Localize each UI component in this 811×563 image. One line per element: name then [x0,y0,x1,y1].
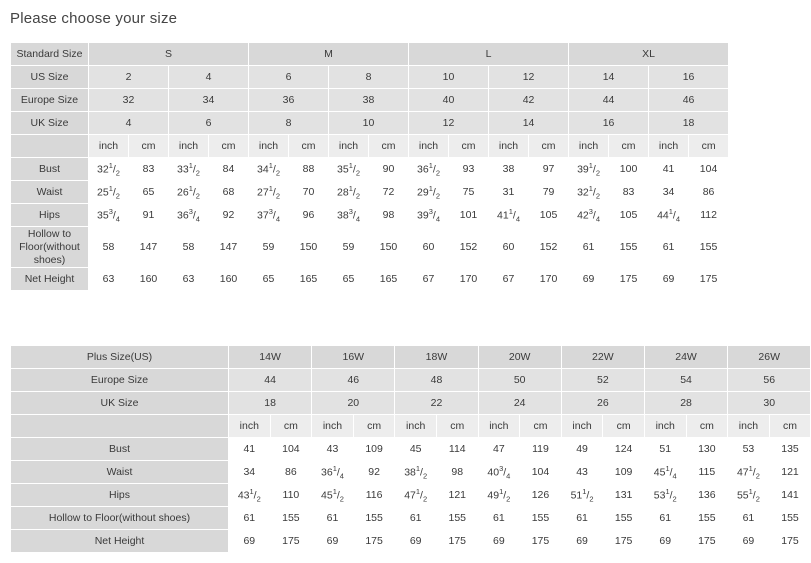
waist-cell: $47^1/_2$ [728,461,770,484]
waist-cell: 70 [289,181,329,204]
net-height-cell: 63 [169,268,209,291]
table-row [11,415,811,438]
hips-cell: 101 [449,204,489,227]
bust-cell: 83 [129,158,169,181]
us-size-cell: 14 [569,66,649,89]
waist-cell: $32^1/_2$ [569,181,609,204]
us-size-cell: 6 [249,66,329,89]
net-height-cell: 69 [728,530,770,553]
hollow-cell: 61 [229,507,271,530]
hips-cell: 105 [609,204,649,227]
uk-size-cell: 24 [478,392,561,415]
hollow-cell: 152 [449,227,489,268]
net-height-cell: 63 [89,268,129,291]
hips-cell: $51^1/_2$ [561,484,603,507]
europe-size-cell: 38 [329,89,409,112]
unit-cell: cm [369,135,409,158]
unit-cell: cm [769,415,811,438]
net-height-cell: 170 [449,268,489,291]
waist-cell: 72 [369,181,409,204]
net-height-cell: 170 [529,268,569,291]
hips-cell: $35^3/_4$ [89,204,129,227]
hollow-cell: 155 [520,507,562,530]
europe-size-cell: 50 [478,369,561,392]
net-height-cell: 67 [409,268,449,291]
plus-size-header: 20W [478,346,561,369]
bust-cell: 97 [529,158,569,181]
hips-cell: $37^3/_4$ [249,204,289,227]
unit-cell: cm [529,135,569,158]
table-row [11,438,811,461]
plus-size-header: 26W [728,346,811,369]
unit-cell: inch [312,415,354,438]
size-group-header: L [409,43,569,66]
europe-size-cell: 52 [561,369,644,392]
bust-cell: 49 [561,438,603,461]
row-label-waist: Waist [11,181,89,204]
size-group-header: XL [569,43,729,66]
unit-cell: inch [395,415,437,438]
hips-cell: 91 [129,204,169,227]
net-height-cell: 175 [353,530,395,553]
unit-cell: cm [289,135,329,158]
unit-cell: inch [489,135,529,158]
europe-size-cell: 46 [312,369,395,392]
hips-cell: 98 [369,204,409,227]
hollow-cell: 61 [649,227,689,268]
row-label-net-height: Net Height [11,268,89,291]
unit-cell: inch [329,135,369,158]
table-row [11,112,729,135]
plus-size-header: 24W [644,346,727,369]
waist-cell: $29^1/_2$ [409,181,449,204]
hollow-cell: 152 [529,227,569,268]
row-label-units [11,415,229,438]
waist-cell: 109 [603,461,645,484]
hollow-cell: 59 [329,227,369,268]
unit-cell: cm [686,415,728,438]
hollow-cell: 61 [569,227,609,268]
bust-cell: $32^1/_2$ [89,158,129,181]
uk-size-cell: 16 [569,112,649,135]
hips-cell: 105 [529,204,569,227]
hips-cell: $44^1/_4$ [649,204,689,227]
hips-cell: $53^1/_2$ [644,484,686,507]
row-label-uk-size: UK Size [11,392,229,415]
bust-cell: 100 [609,158,649,181]
uk-size-cell: 18 [649,112,729,135]
unit-cell: inch [169,135,209,158]
europe-size-cell: 42 [489,89,569,112]
waist-cell: 43 [561,461,603,484]
bust-cell: 84 [209,158,249,181]
row-label-us-size: US Size [11,66,89,89]
bust-cell: 53 [728,438,770,461]
net-height-cell: 175 [769,530,811,553]
table-row [11,507,811,530]
hollow-cell: 155 [270,507,312,530]
waist-cell: 121 [769,461,811,484]
waist-cell: 68 [209,181,249,204]
uk-size-cell: 28 [644,392,727,415]
uk-size-cell: 26 [561,392,644,415]
uk-size-cell: 6 [169,112,249,135]
waist-cell: 34 [649,181,689,204]
hips-cell: $43^1/_2$ [229,484,271,507]
net-height-cell: 175 [436,530,478,553]
bust-cell: 51 [644,438,686,461]
hollow-cell: 150 [369,227,409,268]
hollow-cell: 155 [769,507,811,530]
hips-cell: $45^1/_2$ [312,484,354,507]
table-row [11,158,729,181]
waist-cell: $28^1/_2$ [329,181,369,204]
europe-size-cell: 32 [89,89,169,112]
us-size-cell: 4 [169,66,249,89]
unit-cell: inch [728,415,770,438]
waist-cell: 104 [520,461,562,484]
waist-cell: 31 [489,181,529,204]
hips-cell: 131 [603,484,645,507]
waist-cell: $26^1/_2$ [169,181,209,204]
table-row [11,227,729,268]
net-height-cell: 69 [644,530,686,553]
plus-size-header: 16W [312,346,395,369]
row-label-plus-size: Plus Size(US) [11,346,229,369]
table-row [11,66,729,89]
table-row [11,268,729,291]
waist-cell: 83 [609,181,649,204]
bust-cell: 130 [686,438,728,461]
bust-cell: $35^1/_2$ [329,158,369,181]
hollow-cell: 58 [89,227,129,268]
unit-cell: inch [561,415,603,438]
net-height-cell: 69 [395,530,437,553]
unit-cell: cm [603,415,645,438]
europe-size-cell: 56 [728,369,811,392]
hips-cell: 116 [353,484,395,507]
table-row [11,181,729,204]
hollow-cell: 59 [249,227,289,268]
unit-cell: cm [449,135,489,158]
europe-size-cell: 36 [249,89,329,112]
waist-cell: $36^1/_4$ [312,461,354,484]
row-label-europe-size: Europe Size [11,89,89,112]
hips-cell: 96 [289,204,329,227]
waist-cell: 115 [686,461,728,484]
table-row [11,392,811,415]
waist-cell: 98 [436,461,478,484]
table-row [11,135,729,158]
hips-cell: $47^1/_2$ [395,484,437,507]
row-label-net-height: Net Height [11,530,229,553]
bust-cell: 47 [478,438,520,461]
unit-cell: cm [353,415,395,438]
size-group-header: M [249,43,409,66]
net-height-cell: 69 [229,530,271,553]
bust-cell: $39^1/_2$ [569,158,609,181]
hollow-cell: 61 [728,507,770,530]
us-size-cell: 8 [329,66,409,89]
bust-cell: 41 [649,158,689,181]
net-height-cell: 175 [603,530,645,553]
unit-cell: inch [89,135,129,158]
europe-size-cell: 44 [229,369,312,392]
plus-size-table [10,345,811,553]
europe-size-cell: 54 [644,369,727,392]
us-size-cell: 12 [489,66,569,89]
waist-cell: 65 [129,181,169,204]
hips-cell: 92 [209,204,249,227]
hollow-cell: 147 [129,227,169,268]
hollow-cell: 155 [603,507,645,530]
unit-cell: cm [436,415,478,438]
unit-cell: cm [270,415,312,438]
table-row [11,204,729,227]
bust-cell: 45 [395,438,437,461]
net-height-cell: 69 [312,530,354,553]
waist-cell: 92 [353,461,395,484]
hollow-cell: 150 [289,227,329,268]
plus-size-header: 18W [395,346,478,369]
bust-cell: 104 [689,158,729,181]
hollow-cell: 155 [353,507,395,530]
europe-size-cell: 40 [409,89,489,112]
hollow-cell: 61 [312,507,354,530]
bust-cell: $34^1/_2$ [249,158,289,181]
waist-cell: $25^1/_2$ [89,181,129,204]
unit-cell: cm [129,135,169,158]
uk-size-cell: 20 [312,392,395,415]
bust-cell: 38 [489,158,529,181]
row-label-waist: Waist [11,461,229,484]
net-height-cell: 65 [329,268,369,291]
row-label-uk-size: UK Size [11,112,89,135]
waist-cell: $27^1/_2$ [249,181,289,204]
bust-cell: $36^1/_2$ [409,158,449,181]
row-label-hips: Hips [11,484,229,507]
bust-cell: 104 [270,438,312,461]
row-label-bust: Bust [11,158,89,181]
hips-cell: 141 [769,484,811,507]
hips-cell: 126 [520,484,562,507]
hips-cell: $39^3/_4$ [409,204,449,227]
unit-cell: inch [569,135,609,158]
hips-cell: 110 [270,484,312,507]
row-label-standard-size: Standard Size [11,43,89,66]
bust-cell: 124 [603,438,645,461]
bust-cell: 43 [312,438,354,461]
row-label-europe-size: Europe Size [11,369,229,392]
unit-cell: inch [249,135,289,158]
uk-size-cell: 22 [395,392,478,415]
uk-size-cell: 8 [249,112,329,135]
waist-cell: $38^1/_2$ [395,461,437,484]
us-size-cell: 10 [409,66,489,89]
net-height-cell: 65 [249,268,289,291]
net-height-cell: 69 [561,530,603,553]
hips-cell: 112 [689,204,729,227]
unit-cell: cm [520,415,562,438]
size-group-header: S [89,43,249,66]
table-row [11,346,811,369]
hollow-cell: 61 [644,507,686,530]
net-height-cell: 160 [209,268,249,291]
page-title: Please choose your size [10,10,178,27]
net-height-cell: 69 [569,268,609,291]
hips-cell: $36^3/_4$ [169,204,209,227]
plus-size-header: 14W [229,346,312,369]
net-height-cell: 165 [289,268,329,291]
waist-cell: 86 [270,461,312,484]
hollow-cell: 147 [209,227,249,268]
net-height-cell: 160 [129,268,169,291]
uk-size-cell: 30 [728,392,811,415]
uk-size-cell: 12 [409,112,489,135]
table-row [11,369,811,392]
hips-cell: $42^3/_4$ [569,204,609,227]
waist-cell: 75 [449,181,489,204]
bust-cell: 93 [449,158,489,181]
net-height-cell: 165 [369,268,409,291]
net-height-cell: 175 [689,268,729,291]
uk-size-cell: 4 [89,112,169,135]
table-row [11,89,729,112]
hips-cell: $55^1/_2$ [728,484,770,507]
hollow-cell: 61 [561,507,603,530]
unit-cell: cm [209,135,249,158]
waist-cell: 79 [529,181,569,204]
bust-cell: 135 [769,438,811,461]
table-row [11,43,729,66]
hips-cell: $38^3/_4$ [329,204,369,227]
uk-size-cell: 10 [329,112,409,135]
bust-cell: 88 [289,158,329,181]
hollow-cell: 155 [436,507,478,530]
hollow-cell: 58 [169,227,209,268]
hollow-cell: 61 [478,507,520,530]
unit-cell: inch [409,135,449,158]
hollow-cell: 155 [609,227,649,268]
unit-cell: inch [229,415,271,438]
hollow-cell: 60 [409,227,449,268]
europe-size-cell: 48 [395,369,478,392]
hollow-cell: 155 [686,507,728,530]
row-label-units [11,135,89,158]
unit-cell: inch [649,135,689,158]
net-height-cell: 175 [270,530,312,553]
net-height-cell: 175 [609,268,649,291]
europe-size-cell: 46 [649,89,729,112]
us-size-cell: 16 [649,66,729,89]
table-row [11,530,811,553]
uk-size-cell: 18 [229,392,312,415]
waist-cell: $40^3/_4$ [478,461,520,484]
hollow-cell: 155 [689,227,729,268]
standard-size-table [10,42,729,291]
unit-cell: cm [609,135,649,158]
hollow-cell: 60 [489,227,529,268]
net-height-cell: 175 [686,530,728,553]
hips-cell: 136 [686,484,728,507]
hollow-cell: 61 [395,507,437,530]
bust-cell: 41 [229,438,271,461]
net-height-cell: 67 [489,268,529,291]
net-height-cell: 69 [649,268,689,291]
us-size-cell: 2 [89,66,169,89]
hips-cell: 121 [436,484,478,507]
row-label-bust: Bust [11,438,229,461]
europe-size-cell: 44 [569,89,649,112]
europe-size-cell: 34 [169,89,249,112]
plus-size-header: 22W [561,346,644,369]
waist-cell: $45^1/_4$ [644,461,686,484]
hips-cell: $41^1/_4$ [489,204,529,227]
bust-cell: $33^1/_2$ [169,158,209,181]
waist-cell: 86 [689,181,729,204]
net-height-cell: 69 [478,530,520,553]
unit-cell: inch [478,415,520,438]
unit-cell: inch [644,415,686,438]
table-row [11,484,811,507]
bust-cell: 90 [369,158,409,181]
bust-cell: 114 [436,438,478,461]
hips-cell: $49^1/_2$ [478,484,520,507]
row-label-hollow: Hollow to Floor(without shoes) [11,227,89,268]
net-height-cell: 175 [520,530,562,553]
row-label-hollow: Hollow to Floor(without shoes) [11,507,229,530]
bust-cell: 119 [520,438,562,461]
table-row [11,461,811,484]
row-label-hips: Hips [11,204,89,227]
waist-cell: 34 [229,461,271,484]
uk-size-cell: 14 [489,112,569,135]
bust-cell: 109 [353,438,395,461]
unit-cell: cm [689,135,729,158]
